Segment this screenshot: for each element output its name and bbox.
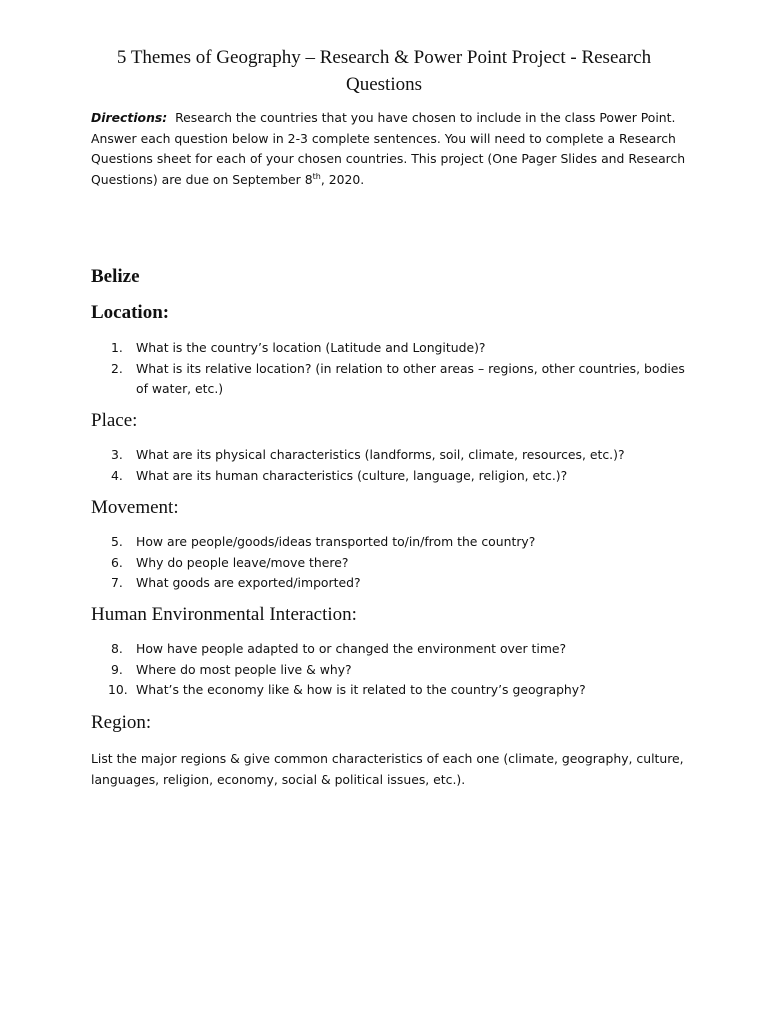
question-text: Where do most people live & why?	[136, 661, 352, 677]
question-text: Why do people leave/move there?	[136, 554, 349, 570]
question-text: What goods are exported/imported?	[136, 575, 361, 590]
question-number: 2.	[111, 360, 123, 376]
list-item	[91, 466, 691, 487]
list-item	[91, 445, 691, 466]
question-number: 4.	[111, 467, 123, 483]
document-title: 5 Themes of Geography – Research & Power Point Project - Research Questions	[116, 47, 652, 95]
question-number: 5.	[111, 534, 123, 549]
question-number: 6.	[111, 554, 123, 570]
question-number: 10.	[108, 682, 128, 697]
place-questions	[91, 445, 691, 486]
list-item	[91, 553, 691, 574]
question-text: How are people/goods/ideas transported to/in/from the country?	[136, 534, 536, 549]
question-text: How have people adapted to or changed the environment over time?	[136, 641, 567, 656]
hei-questions	[91, 639, 691, 701]
list-item	[91, 573, 691, 594]
directions-text-end: , 2020.	[320, 171, 365, 187]
list-item	[91, 532, 691, 553]
region-text: List the major regions & give common characteristics of each one (climate, geography, culture, languages, religion, economy, social & political issues, etc.).	[91, 751, 684, 787]
directions-paragraph	[91, 108, 691, 190]
place-heading: Place:	[91, 410, 138, 431]
region-heading: Region:	[91, 712, 152, 733]
question-number: 7.	[111, 575, 123, 590]
hei-heading: Human Environmental Interaction:	[91, 604, 357, 625]
list-item	[91, 359, 691, 400]
question-number: 1.	[111, 340, 123, 355]
question-text: What are its physical characteristics (landforms, soil, climate, resources, etc.)?	[136, 447, 625, 462]
question-text: What is the country’s location (Latitude and Longitude)?	[136, 340, 486, 355]
list-item	[91, 639, 691, 660]
question-number: 3.	[111, 447, 123, 462]
list-item	[91, 660, 691, 681]
movement-questions	[91, 532, 691, 594]
list-item	[91, 680, 691, 701]
list-item	[91, 338, 691, 359]
question-number: 8.	[111, 641, 123, 656]
directions-text: Research the countries that you have chosen to include in the class Power Point. Answer each question below in 2-3 complete sentences. You will need to complete a Research Questions sheet for each of your chosen countries. This project (One Pager Slides and Research Questions) are due on September 8	[91, 110, 686, 187]
movement-heading: Movement:	[91, 497, 179, 518]
question-text: What is its relative location? (in relation to other areas – regions, other countries, bodies of water, etc.)	[136, 360, 685, 396]
location-heading: Location:	[91, 302, 170, 323]
location-questions	[91, 338, 691, 400]
directions-lead: Directions:	[91, 110, 168, 125]
directions-superscript: th	[312, 171, 321, 181]
question-text: What’s the economy like & how is it related to the country’s geography?	[136, 682, 586, 697]
question-number: 9.	[111, 661, 123, 677]
country-name: Belize	[91, 266, 140, 287]
question-text: What are its human characteristics (culture, language, religion, etc.)?	[136, 467, 568, 483]
